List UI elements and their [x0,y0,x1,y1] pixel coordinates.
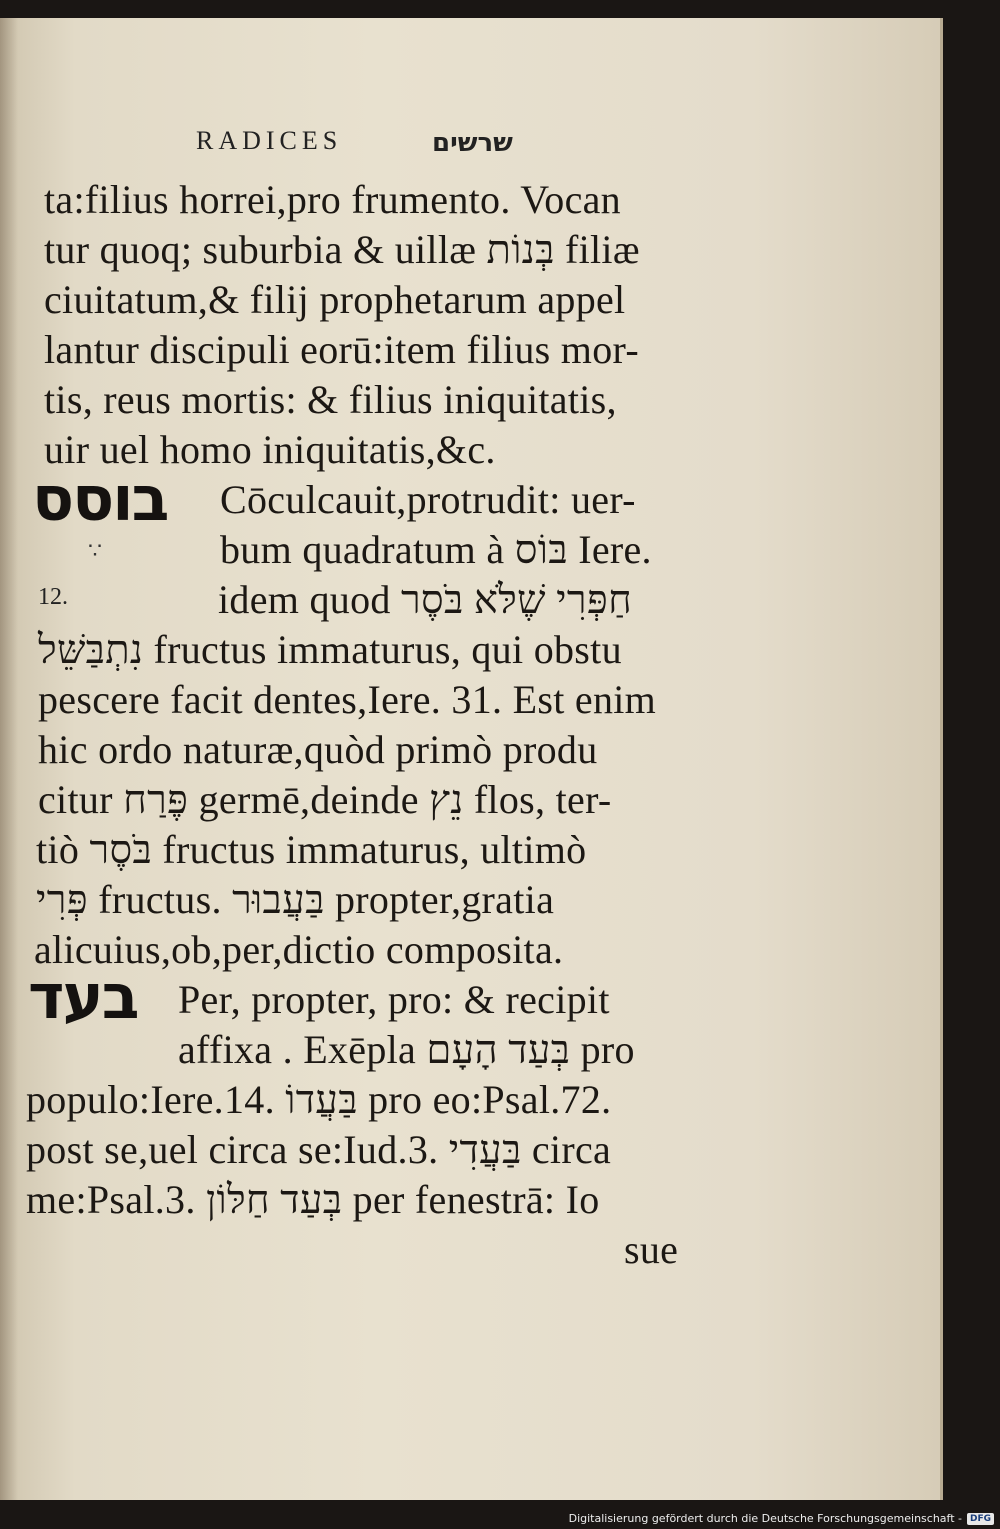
text-line: פְּרִי fructus. בַּעֲבוּר propter,gratia [36,877,555,922]
running-head-latin: RADICES [196,126,343,155]
text-line: affixa . Exēpla בְּעַד הָעָם pro [178,1027,635,1072]
text-line: populo:Iere.14. בַּעֲדוֹ pro eo:Psal.72. [26,1077,612,1122]
margin-number: 12. [38,584,68,610]
text-line: uir uel homo iniquitatis,&c. [44,427,496,472]
headword-bosos: בוסס [32,462,168,535]
text-line: pescere facit dentes,Iere. 31. Est enim [38,677,657,722]
text-line: bum quadratum à בּוֹס Iere. [220,527,652,572]
page-gutter-shadow [0,18,18,1500]
text-line: ciuitatum,& filij prophetarum appel [44,277,626,322]
text-line: me:Psal.3. בְּעַד חַלּוֹן per fenestrā: Io [26,1177,600,1222]
text-line: tiò בֹּסֶר fructus immaturus, ultimò [36,827,587,872]
text-line: נִתְבַּשֵּׁל fructus immaturus, qui obstu [38,627,622,672]
text-line: ta:filius horrei,pro frumento. Vocan [44,177,621,222]
footer-text: Digitalisierung gefördert durch die Deutsche Forschungsgemeinschaft - [568,1512,962,1525]
digitization-footer [569,1512,994,1525]
headword-baad: בעד [28,960,138,1033]
text-line: lantur discipuli eorū:item filius mor- [44,327,639,372]
text-line: post se,uel circa se:Iud.3. בַּעֲדִי circa [26,1127,612,1172]
text-line: Per, propter, pro: & recipit [178,977,610,1022]
text-line: hic ordo naturæ,quòd primò produ [38,727,598,772]
catchword: sue [624,1227,679,1272]
dfg-logo: DFG [967,1513,994,1525]
text-line: citur פֶּרַח germē,deinde נֵץ flos, ter- [38,777,612,822]
text-line: tur quoq; suburbia & uillæ בְּנוֹת filiæ [44,227,640,272]
text-line: idem quod חַפְּרִי שֶׁלֹּא בֹּסֶר [218,577,633,622]
text-line: alicuius,ob,per,dictio composita. [34,927,564,972]
margin-dots: ∵ [88,538,102,563]
running-head-hebrew: שרשים [432,128,513,158]
text-line: tis, reus mortis: & filius iniquitatis, [44,377,617,422]
text-line: Cōculcauit,protrudit: uer- [220,477,636,522]
